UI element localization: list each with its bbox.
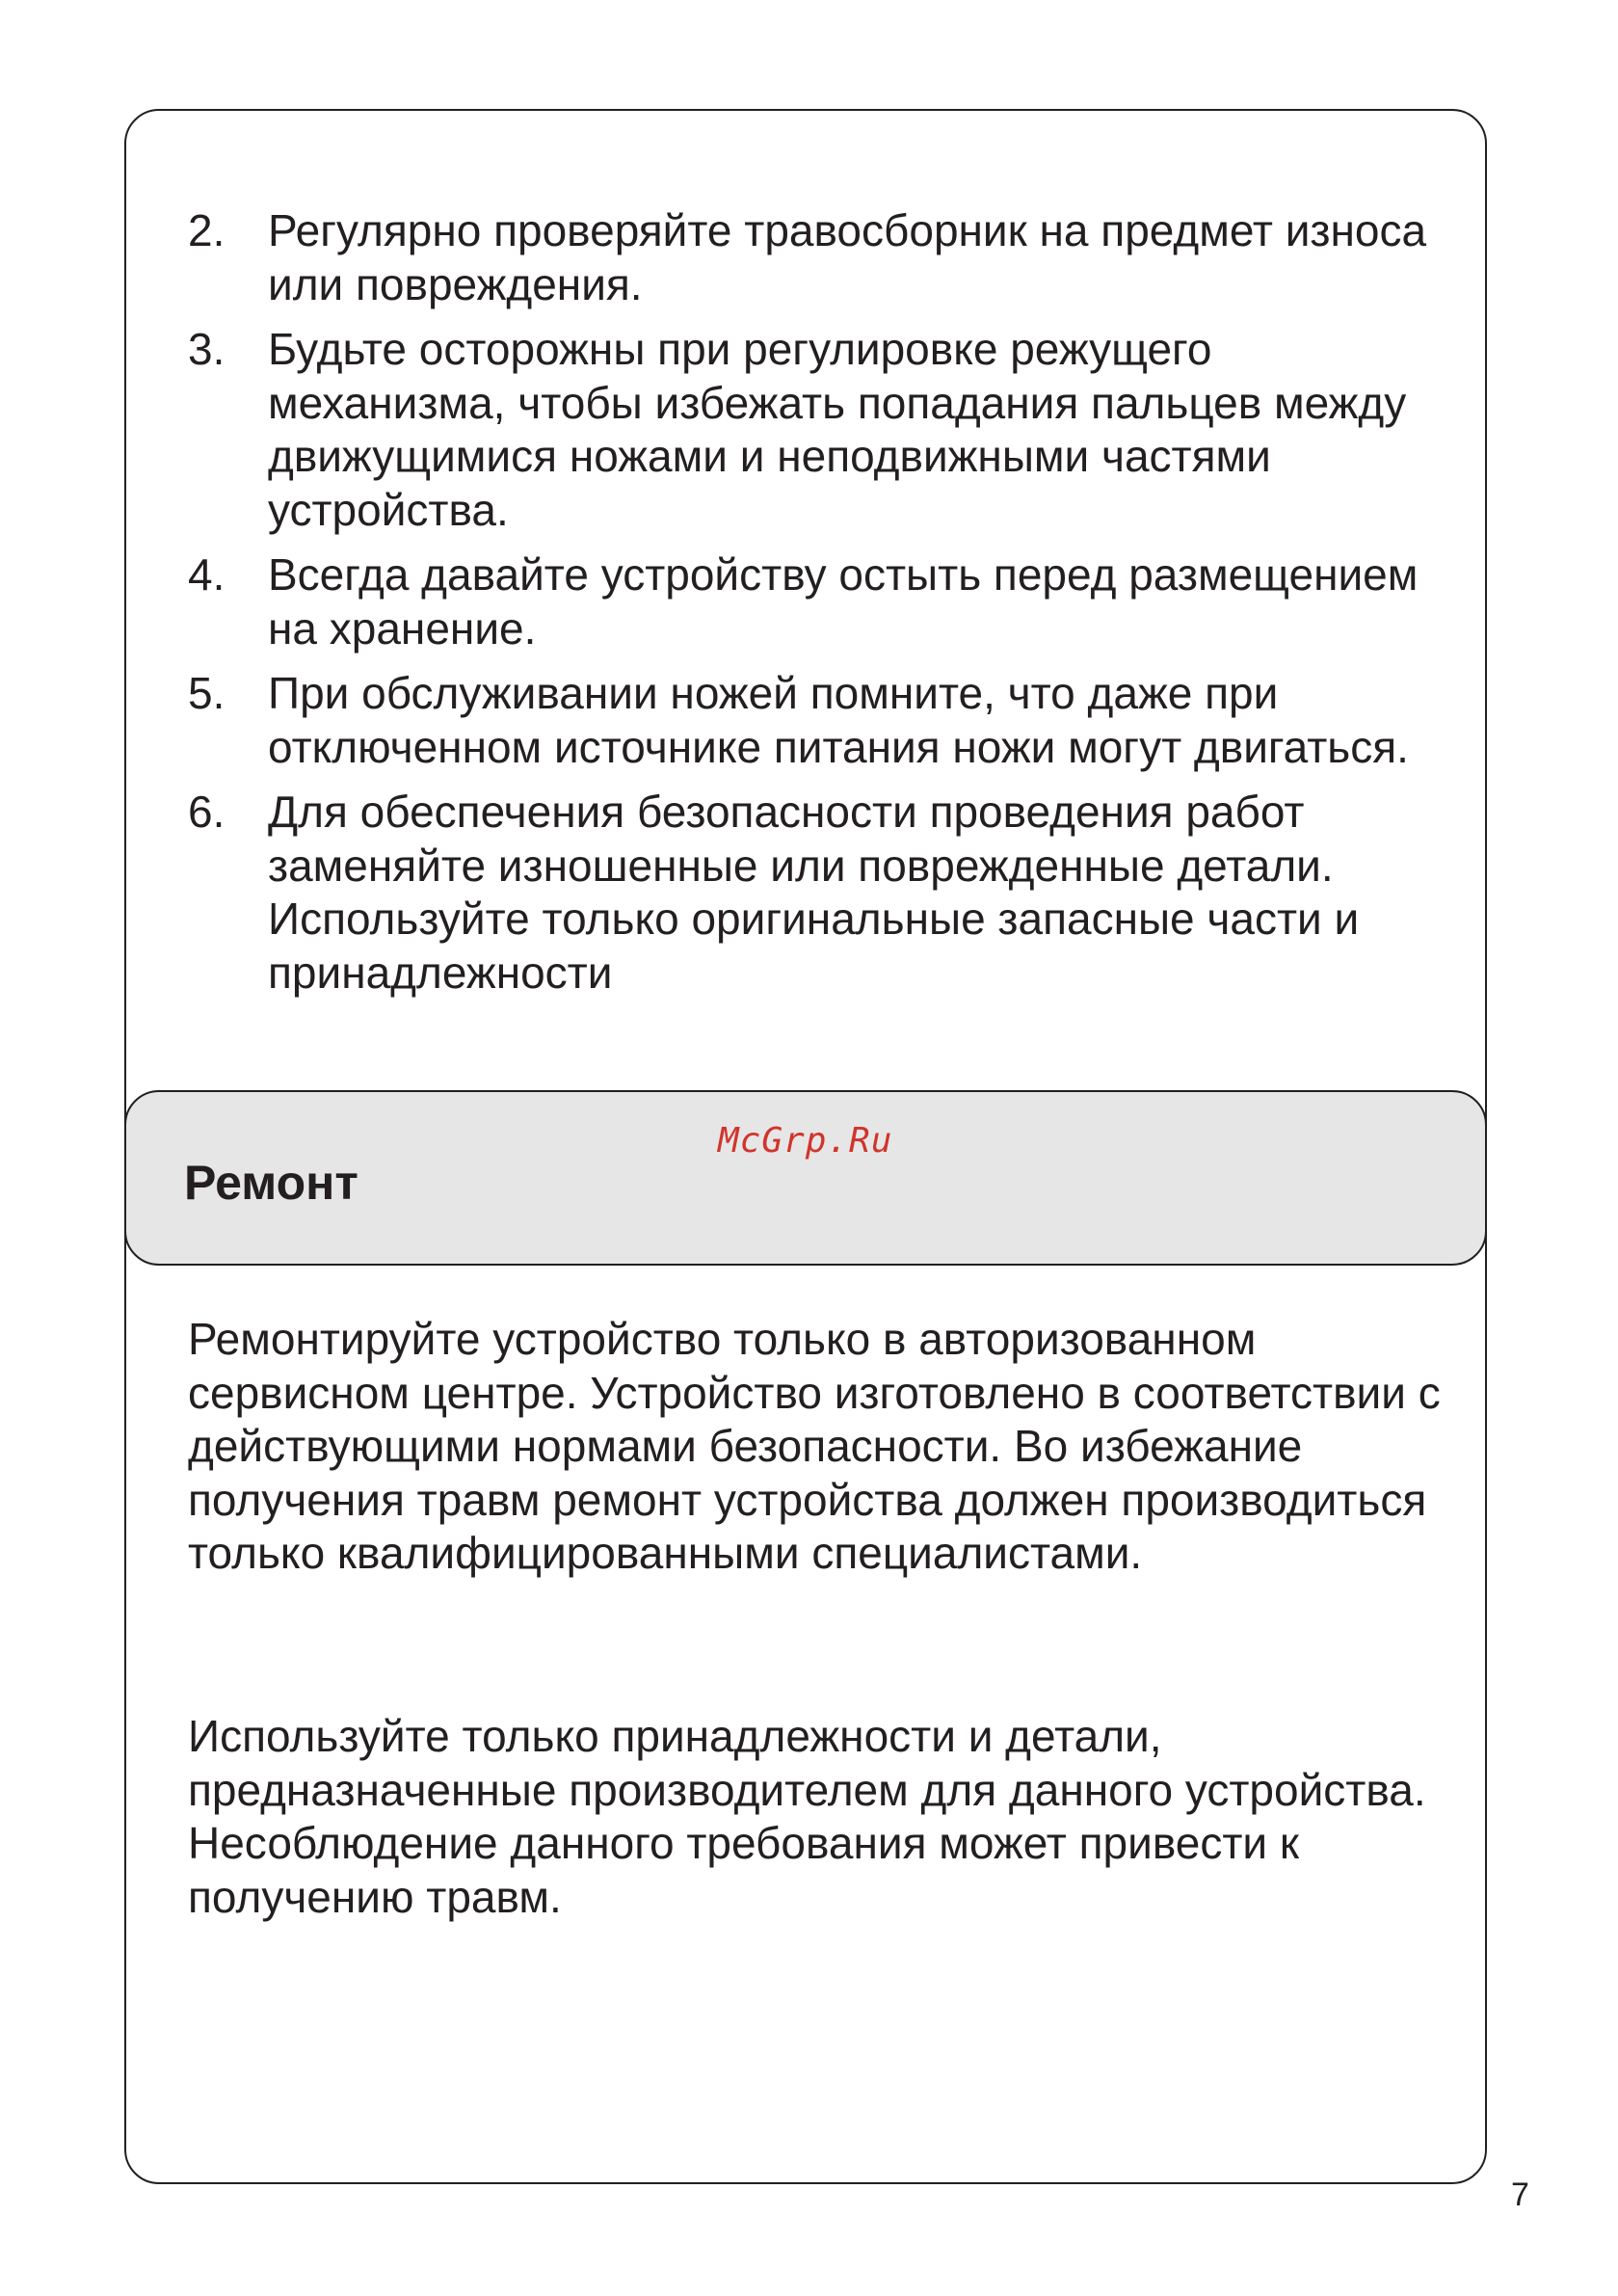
list-item-text: Регулярно проверяйте травосборник на предмет износа или повреждения. [268, 205, 1427, 309]
list-item [188, 204, 1460, 311]
list-item [188, 323, 1460, 537]
list-item-text: При обслуживании ножей помните, что даже при отключенном источнике питания ножи могут двигаться. [268, 668, 1409, 772]
list-item-number: 6. [188, 787, 225, 837]
instructions-list [188, 204, 1460, 1011]
list-item-number: 5. [188, 668, 225, 718]
watermark-link[interactable]: McGrp.Ru [718, 1121, 893, 1161]
list-item-text: Всегда давайте устройству остыть перед размещением на хранение. [268, 549, 1419, 654]
list-item-number: 4. [188, 549, 225, 600]
page-number: 7 [1511, 2176, 1529, 2213]
list-item-text: Будьте осторожны при регулировке режущего механизма, чтобы избежать попадания пальцев между движущимися ножами и неподвижными частями устройства. [268, 324, 1407, 535]
parts-paragraph: Используйте только принадлежности и детали, предназначенные производителем для данного устройства. Несоблюдение данного требования может привести к получению травм. [188, 1711, 1426, 1922]
repair-paragraph: Ремонтируйте устройство только в авторизованном сервисном центре. Устройство изготовлено в соответствии с действующими нормами безопасности. Во избежание получения травм ремонт устройства должен производиться только квалифицированными специалистами. [188, 1314, 1441, 1578]
section-header-bar [124, 1090, 1487, 1266]
list-item [188, 786, 1460, 1000]
list-item-number: 3. [188, 324, 225, 374]
list-item [188, 548, 1460, 655]
section-title: Ремонт [184, 1156, 358, 1210]
list-item-number: 2. [188, 205, 225, 255]
list-item [188, 667, 1460, 774]
list-item-text: Для обеспечения безопасности проведения работ заменяйте изношенные или поврежденные детали. Используйте только оригинальные запасные части и принадлежности [268, 787, 1360, 998]
